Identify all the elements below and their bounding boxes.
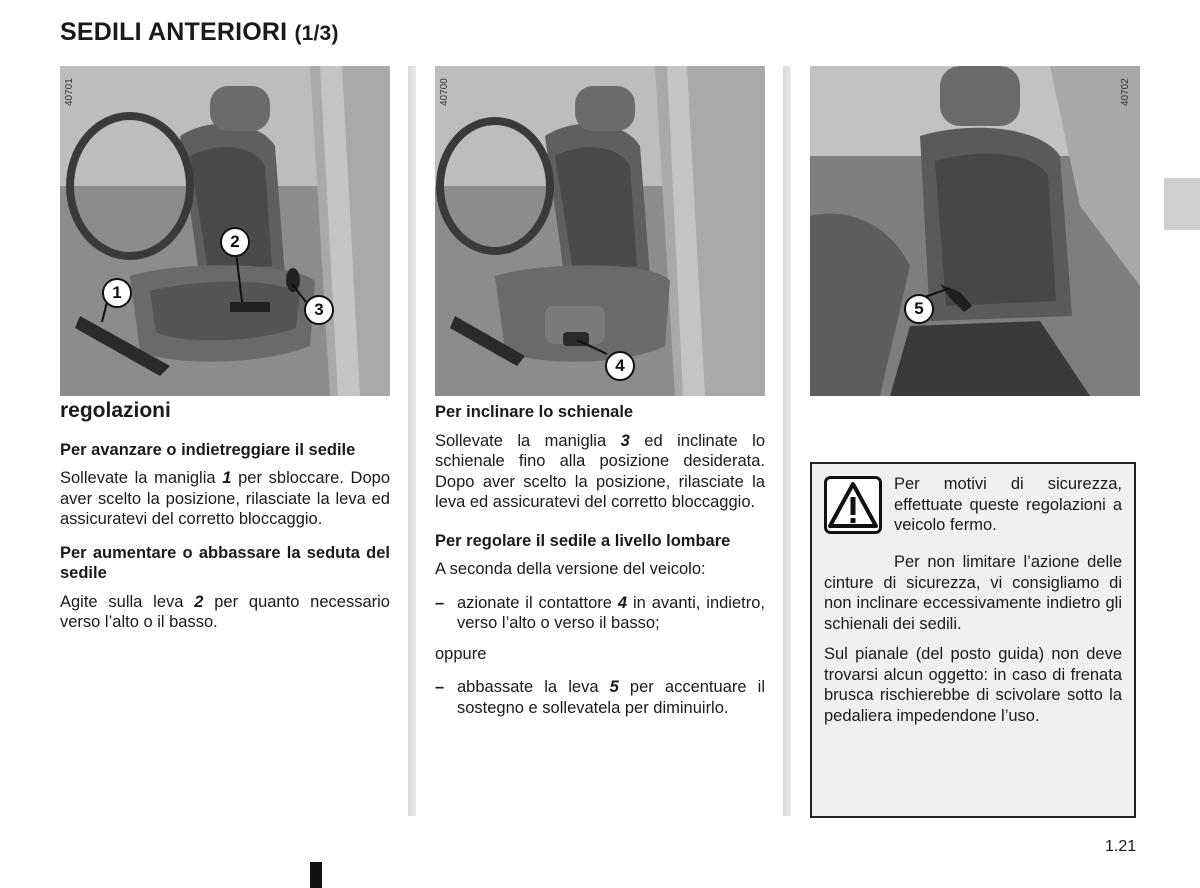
seat-photo-illustration (810, 66, 1140, 396)
list-item: – azionate il contattore 4 in avanti, indietro, verso l’alto o verso il basso; (435, 593, 765, 632)
paragraph: Sollevate la maniglia 1 per sbloccare. Dopo aver scelto la posizione, rilasciate la leva ed assicuratevi del corretto bloccaggio. (60, 469, 391, 528)
section-tab-marker (1164, 178, 1200, 230)
figure-seat-adjust-2 (435, 66, 765, 396)
figure-code: 40702 (1120, 78, 1131, 106)
paragraph: Sollevate la maniglia 3 ed inclinate lo schienale fino alla posizione desiderata. Dopo aver scelto la posizione, rilasciate la leva ed assicuratevi del corretto bloccaggio. (435, 431, 765, 511)
callout-5: 5 (904, 294, 934, 324)
warning-box (810, 462, 1136, 818)
title-main: SEDILI ANTERIORI (60, 18, 288, 46)
paragraph: A seconda della versione del veicolo: (435, 560, 706, 578)
warning-icon (824, 476, 882, 534)
warning-text: Sul pianale (del posto guida) non deve trovarsi alcun oggetto: in caso di frenata brusca rischierebbe di scivolare sotto la pedaliera impedendone l’uso. (824, 645, 1122, 725)
subsection-title: Per inclinare lo schienale (435, 403, 634, 421)
callout-2: 2 (220, 227, 250, 257)
paragraph: oppure (435, 644, 487, 663)
page-title (60, 18, 339, 47)
column-divider-2 (783, 66, 791, 816)
list-item: – abbassate la leva 5 per accentuare il sostegno e sollevatela per diminuirlo. (435, 678, 765, 717)
figure-seat-adjust-1 (60, 66, 390, 396)
figure-seat-adjust-3 (810, 66, 1140, 396)
column-2 (435, 402, 765, 728)
paragraph: Agite sulla leva 2 per quanto necessario verso l’alto o il basso. (60, 592, 390, 631)
page-number: 1.21 (1105, 838, 1137, 855)
seat-photo-illustration (435, 66, 765, 396)
column-1 (60, 401, 390, 646)
callout-1: 1 (102, 278, 132, 308)
section-heading: regolazioni (60, 399, 171, 422)
figure-code: 40700 (439, 78, 450, 106)
warning-text: Per non limitare l’azione delle cinture di sicurezza, vi consigliamo di non inclinare eccessivamente indietro gli schienali dei sedili. (824, 553, 1122, 633)
subsection-title: Per avanzare o indietreggiare il sedile (60, 440, 356, 459)
column-divider-1 (408, 66, 416, 816)
subsection-title: Per aumentare o abbassare la seduta del sedile (60, 543, 390, 582)
title-sub: (1/3) (294, 22, 339, 45)
subsection-title: Per regolare il sedile a livello lombare (435, 531, 731, 550)
warning-text: Per motivi di sicurezza, effettuate queste regolazioni a veicolo fermo. (894, 475, 1122, 534)
footer-mark (310, 862, 322, 888)
callout-4: 4 (605, 351, 635, 381)
callout-3: 3 (304, 295, 334, 325)
figure-code: 40701 (64, 78, 75, 106)
